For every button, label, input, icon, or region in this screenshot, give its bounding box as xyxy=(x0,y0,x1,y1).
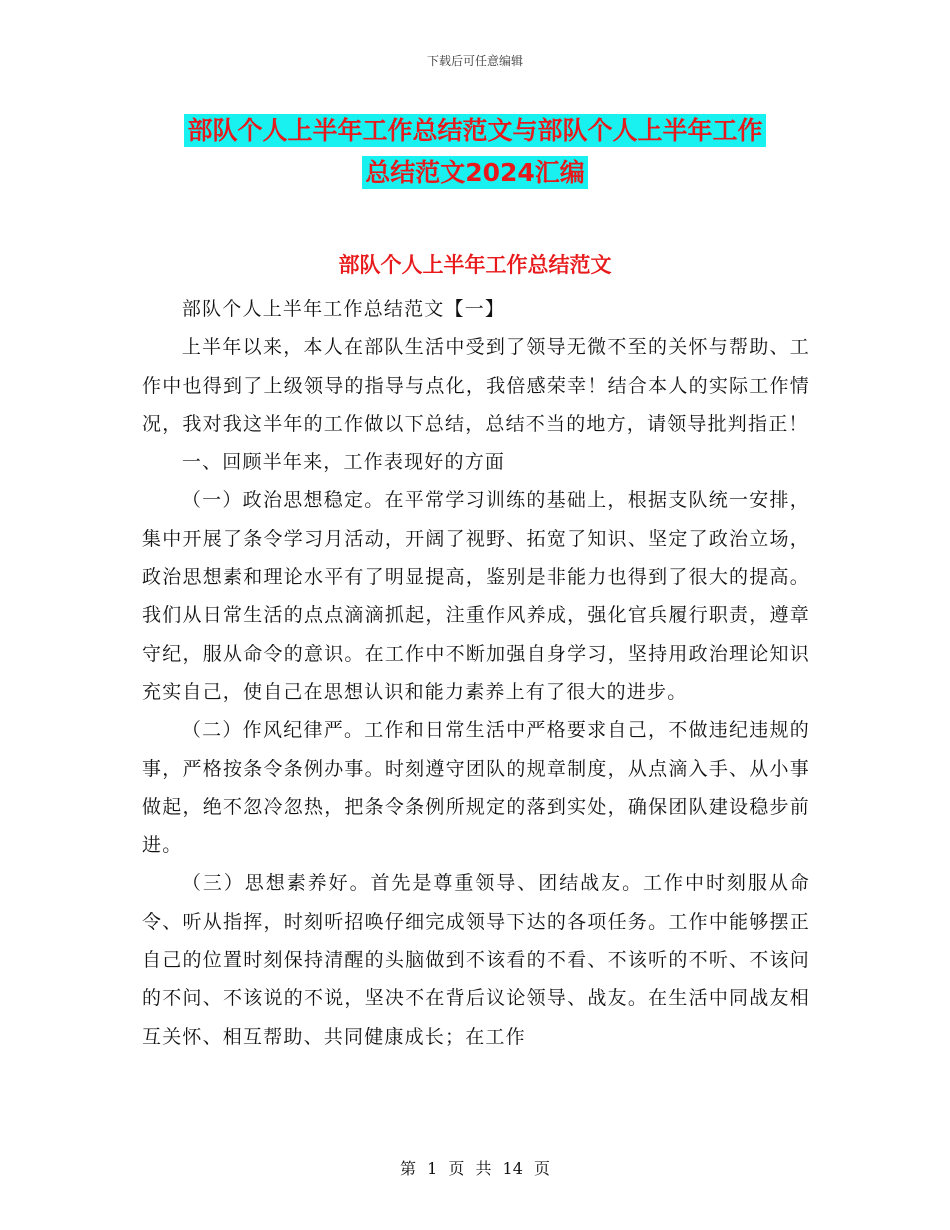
paragraph-intro: 上半年以来，本人在部队生活中受到了领导无微不至的关怀与帮助、工作中也得到了上级领导的指导与点化，我倍感荣幸！结合本人的实际工作情况，我对我这半年的工作做以下总结，总结不当的地方，请领导批判指正！ xyxy=(142,336,810,435)
document-title-line-1: 部队个人上半年工作总结范文与部队个人上半年工作 xyxy=(184,114,765,147)
paragraph-subtitle: 部队个人上半年工作总结范文【一】 xyxy=(181,298,506,320)
paragraph-heading: 一、回顾半年来，工作表现好的方面 xyxy=(181,451,506,474)
paragraph-politics: （一）政治思想稳定。在平常学习训练的基础上，根据支队统一安排，集中开展了条令学习月活动，开阔了视野、拓宽了知识、坚定了政治立场，政治思想素和理论水平有了明显提高，鉴别是非能力也得到了很大的提高。我们从日常生活的点点滴滴抓起，注重作风养成，强化官兵履行职责，遵章守纪，服从命令的意识。在工作中不断加强自身学习，坚持用政治理论知识充实自己，使自己在思想认识和能力素养上有了很大的进步。 xyxy=(142,489,810,703)
document-title xyxy=(0,110,950,194)
paragraph-quality: （三）思想素养好。首先是尊重领导、团结战友。工作中时刻服从命令、听从指挥，时刻听招唤仔细完成领导下达的各项任务。工作中能够摆正自己的位置时刻保持清醒的头脑做到不该看的不看、不该听的不听、不该问的不问、不该说的不说，坚决不在背后议论领导、战友。在生活中同战友相互关怀、相互帮助、共同健康成长；在工作 xyxy=(142,872,810,1048)
page-footer: 第 1 页 共 14 页 xyxy=(400,1159,550,1178)
header-note: 下载后可任意编辑 xyxy=(426,54,523,68)
section-title: 部队个人上半年工作总结范文 xyxy=(338,253,612,277)
document-title-line-2: 总结范文2024汇编 xyxy=(362,156,588,189)
body-text xyxy=(142,290,810,1056)
paragraph-discipline: （二）作风纪律严。工作和日常生活中严格要求自己，不做违纪违规的事，严格按条令条例办事。时刻遵守团队的规章制度，从点滴入手、从小事做起，绝不忽冷忽热，把条令条例所规定的落到实处，确保团队建设稳步前进。 xyxy=(142,719,810,857)
